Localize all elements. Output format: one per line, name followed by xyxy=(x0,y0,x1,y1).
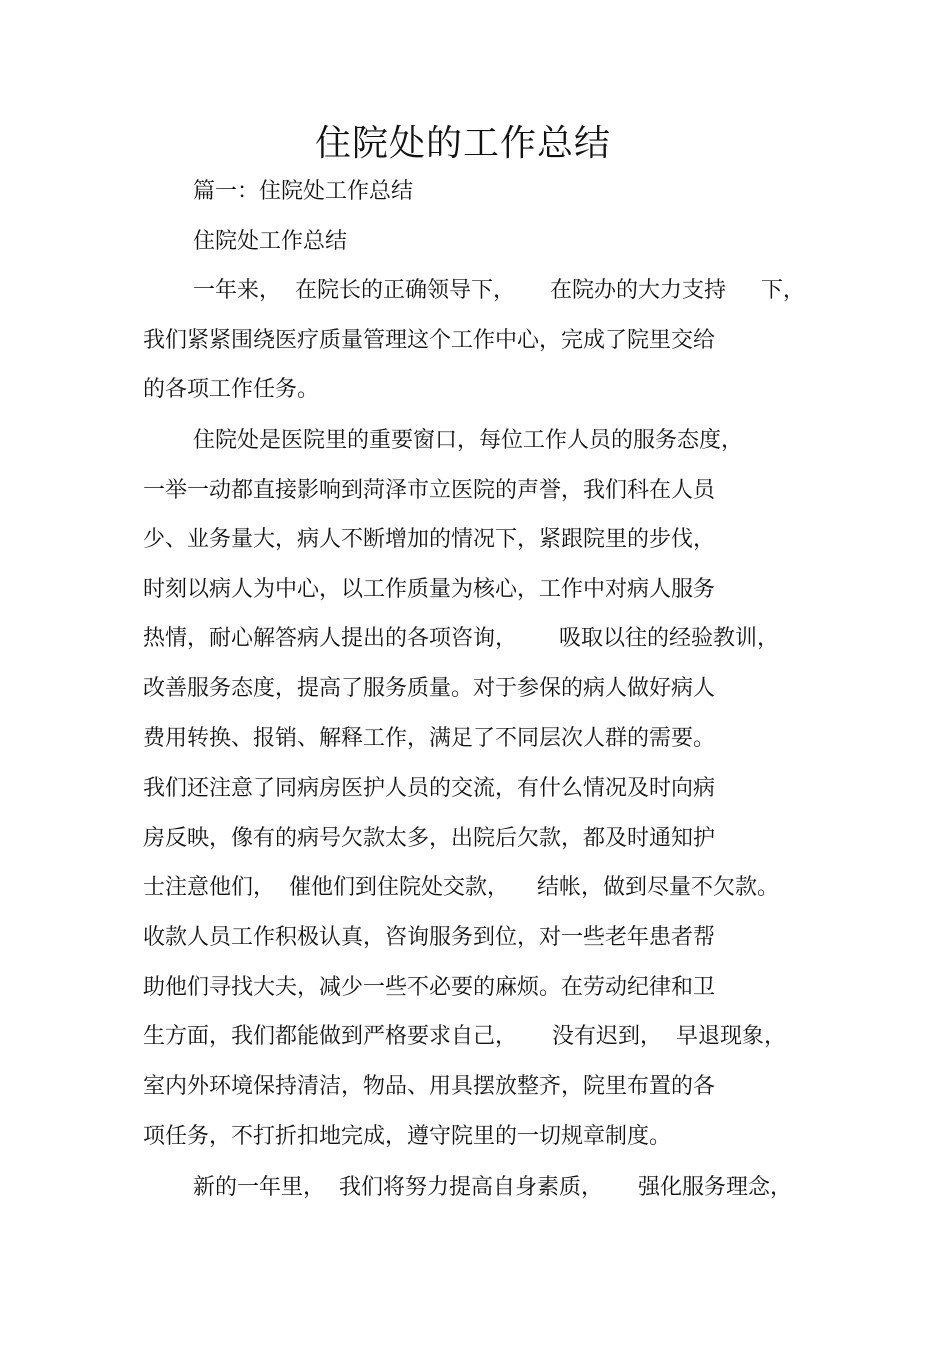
paragraph-line: 房反映，像有的病号欠款太多，出院后欠款，都及时通知护 xyxy=(143,826,716,851)
paragraph-line: 我们还注意了同病房医护人员的交流，有什么情况及时向病 xyxy=(143,776,716,801)
document-title: 住院处的工作总结 xyxy=(314,123,611,164)
paragraph-line: 费用转换、报销、解释工作，满足了不同层次人群的需要。 xyxy=(143,726,716,751)
paragraph-line: 我们紧紧围绕医疗质量管理这个工作中心，完成了院里交给 xyxy=(143,328,716,353)
paragraph-line: 热情，耐心解答病人提出的各项咨询， 吸取以往的经验教训， xyxy=(143,626,779,651)
section-heading: 篇一：住院处工作总结 xyxy=(193,179,414,204)
paragraph-line: 一举一动都直接影响到菏泽市立医院的声誉，我们科在人员 xyxy=(143,478,716,503)
paragraph-line: 少、业务量大，病人不断增加的情况下，紧跟院里的步伐， xyxy=(143,527,716,552)
paragraph-line: 项任务，不打折扣地完成，遵守院里的一切规章制度。 xyxy=(143,1124,672,1149)
paragraph-line: 室内外环境保持清洁，物品、用具摆放整齐，院里布置的各 xyxy=(143,1074,716,1099)
paragraph-line: 一年来， 在院长的正确领导下， 在院办的大力支持 下， xyxy=(193,278,805,303)
paragraph-line: 住院处是医院里的重要窗口，每位工作人员的服务态度， xyxy=(193,428,744,453)
paragraph-line: 助他们寻找大夫，减少一些不必要的麻烦。在劳动纪律和卫 xyxy=(143,975,716,1000)
paragraph-line: 士注意他们， 催他们到住院处交款， 结帐，做到尽量不欠款。 xyxy=(143,875,779,900)
subheading: 住院处工作总结 xyxy=(193,229,348,254)
paragraph-line: 时刻以病人为中心，以工作质量为核心，工作中对病人服务 xyxy=(143,577,716,602)
paragraph-line: 改善服务态度，提高了服务质量。对于参保的病人做好病人 xyxy=(143,676,716,701)
paragraph-line: 收款人员工作积极认真，咨询服务到位，对一些老年患者帮 xyxy=(143,925,716,950)
paragraph-line: 的各项工作任务。 xyxy=(143,377,320,402)
paragraph-line: 新的一年里， 我们将努力提高自身素质， 强化服务理念， xyxy=(193,1175,792,1200)
paragraph-line: 生方面，我们都能做到严格要求自己， 没有迟到， 早退现象， xyxy=(143,1024,786,1049)
